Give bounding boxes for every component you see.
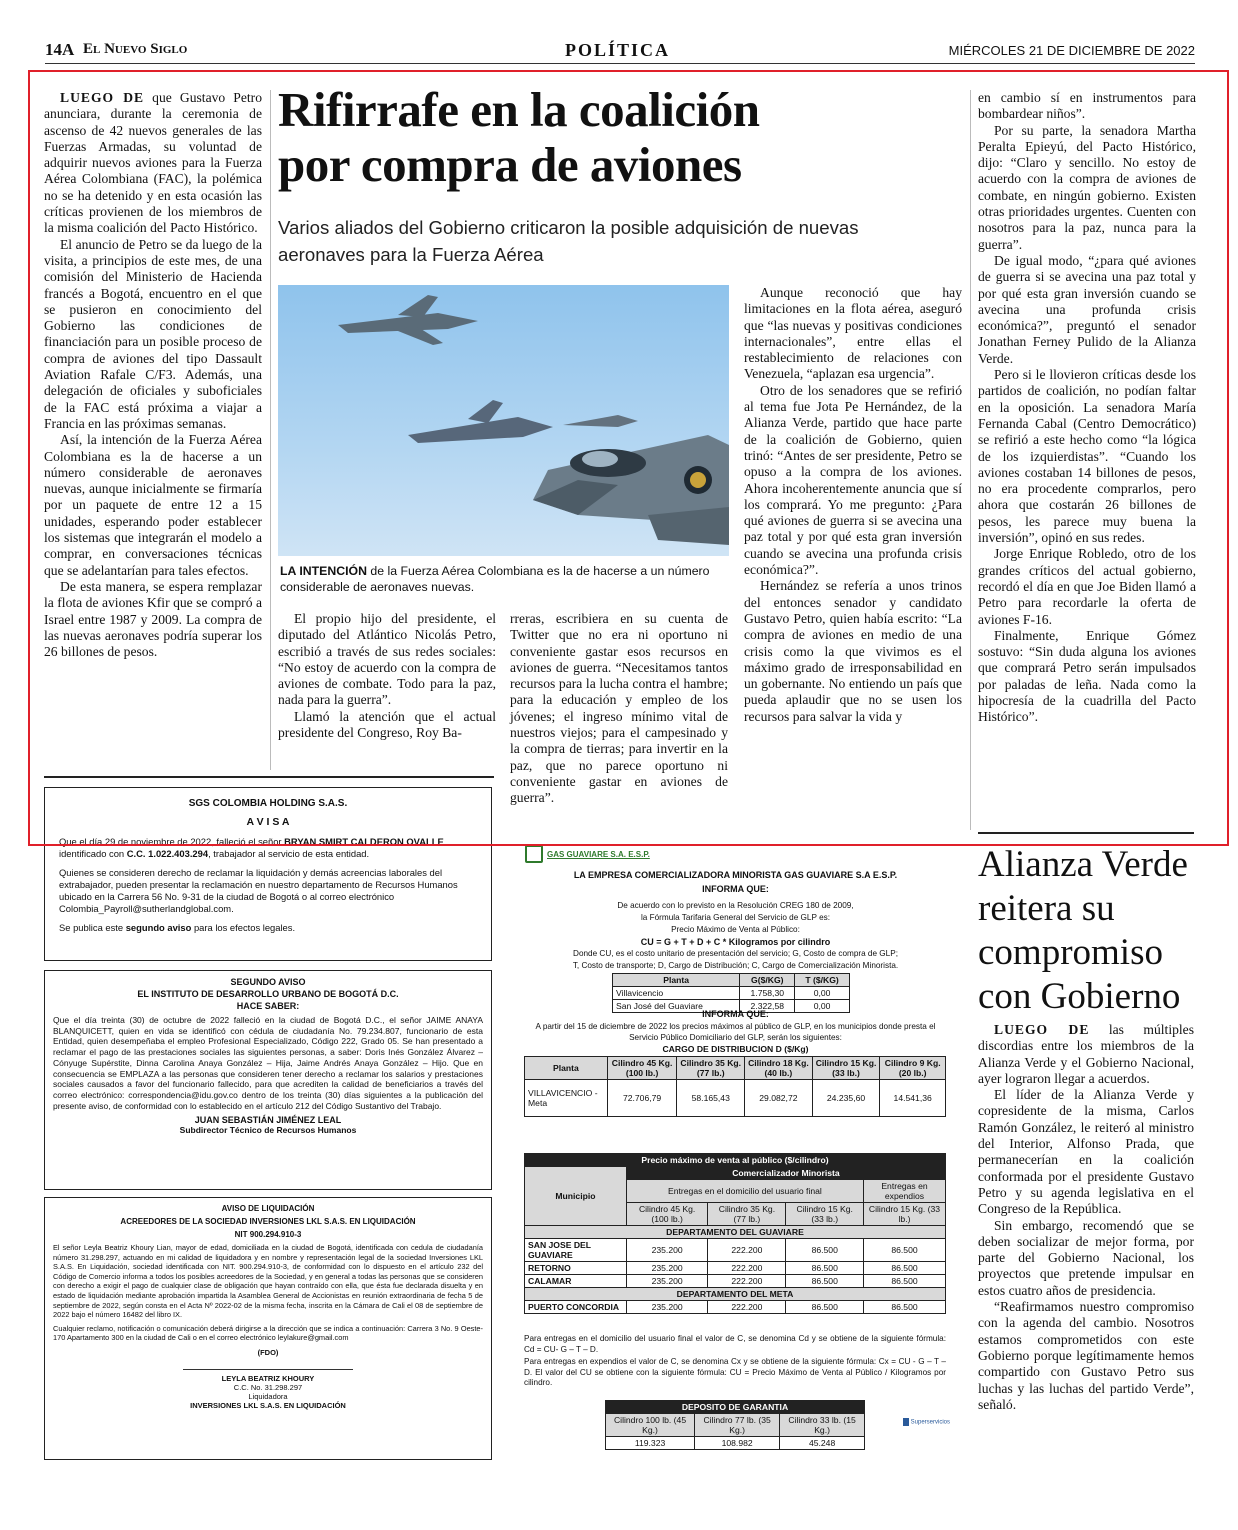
ad-idu-signer-title: Subdirector Técnico de Recursos Humanos — [179, 1125, 357, 1136]
table-cell: Cilindro 45 Kg. (100 lb.) — [607, 1057, 677, 1080]
table-cell: Cilindro 45 Kg. (100 lb.) — [626, 1203, 708, 1226]
ad-lkl-notice — [44, 1197, 492, 1460]
table-cell: RETORNO — [525, 1262, 627, 1275]
gas-table-precio — [524, 1153, 946, 1314]
lead-in: LUEGO DE — [994, 1022, 1090, 1037]
fighter-jets-illustration — [278, 285, 729, 556]
ad-lkl-line1: AVISO DE LIQUIDACIÓN — [221, 1204, 315, 1213]
caption-text: de la Fuerza Aérea Colombiana es la de hacerse a un número considerable de aeronaves nuevas. — [280, 564, 710, 594]
table-cell: 24.235,60 — [812, 1080, 880, 1117]
ad-sgs-heading: A V I S A — [246, 816, 290, 828]
article-photo — [278, 285, 729, 556]
table-row — [525, 1057, 946, 1080]
table-cell: 86.500 — [786, 1239, 864, 1262]
publication-name: El Nuevo Siglo — [83, 41, 188, 57]
ad-idu-line3: HACE SABER: — [236, 1001, 300, 1011]
table-cell: 86.500 — [786, 1301, 864, 1314]
ad-idu-body: Que el día treinta (30) de octubre de 2022 falleció en la ciudad de Bogotá D.C., el señor JAIME ANAYA BLANQUICETT, quien en vida se identificó con cédula de ciudadanía No. 79.234.807, funcionario de esta Entidad, quien desempeñaba el empleo Profesional Especializado, Código 222, Grado 05. Se han presentado a reclamar el pago de las prestaciones sociales las siguientes personas, a saber: Doris Inés González Álvarez – Cónyuge Supérstite, Dinna Carolina Anaya González – Hija, Jaime Andrés Anaya González – Hijo. Que en consecuencia se EMPLAZA a las personas que consideren tener derecho a reclamar los salarios y prestaciones sociales causados a favor del funcionario fallecido, para que acrediten la calidad de beneficiarios a través del correo electrónico: correspondencia@idu.gov.co dentro de los treinta (30) días siguientes a la publicación del presente aviso, de conformidad con lo establecido en el artículo 212 del Código Sustantivo del Trabajo. — [53, 1015, 483, 1111]
article-paragraph: Hernández se refería a unos trinos del entonces senador y candidato Gustavo Petro, quien había escrito: “La compra de aviones en medio de una crisis como la que vivimos es el máximo grado de irresponsabilidad en un gobernante. No entiendo un país que pueda aplaudir que no se usen los recursos para salvar la vida y — [744, 578, 962, 724]
table-cell: 222.200 — [708, 1239, 786, 1262]
article-paragraph: El líder de la Alianza Verde y copresidente de la misma, Carlos Ramón González, le reiteró al ministro del Interior, Alfonso Prada, que permanecerían en la coalición conformada por el presidente Gustavo Petro y su agenda legislativa en el Congreso de la República. — [978, 1087, 1194, 1217]
table-cell: Comercializador Minorista — [626, 1167, 945, 1180]
ad-gas-guaviare — [511, 843, 960, 1460]
table-cell: VILLAVICENCIO - Meta — [525, 1080, 608, 1117]
table-cell: DEPARTAMENTO DEL GUAVIARE — [525, 1226, 946, 1239]
table-row — [525, 1301, 946, 1314]
article-paragraph: en cambio sí en instrumentos para bombardear niños”. — [978, 90, 1196, 122]
table-cell: DEPOSITO DE GARANTIA — [606, 1401, 865, 1414]
article-paragraph: Finalmente, Enrique Gómez sostuvo: “Sin duda alguna los aviones que comprará Petro serán impulsados por paladas de leña. Nada como la hipocresía de la cuadrilla del Pacto Histórico”. — [978, 627, 1196, 725]
table-cell: 2.322,58 — [740, 1000, 795, 1013]
page-header — [45, 38, 1195, 64]
table-cell: 86.500 — [863, 1262, 945, 1275]
table-cell: 222.200 — [708, 1275, 786, 1288]
table-cell: PUERTO CONCORDIA — [525, 1301, 627, 1314]
ad-lkl-sign1: LEYLA BEATRIZ KHOURY — [221, 1373, 315, 1383]
table-cell: 119.323 — [606, 1437, 695, 1450]
table-cell: 235.200 — [626, 1275, 708, 1288]
table-cell: 58.165,43 — [677, 1080, 745, 1117]
article-paragraph: Llamó la atención que el actual presidente del Congreso, Roy Ba- — [278, 708, 496, 741]
gas-informa2: INFORMA QUE: — [702, 1009, 769, 1019]
article-column-1 — [44, 90, 262, 660]
ad-lkl-body2: Cualquier reclamo, notificación o comunicación deberá dirigirse a la dirección que se indica a continuación: Carrera 3 No. 9 Oeste-170 Apartamento 300 en la ciudad de Cali o en el correo electrónico leylakure@gmail.com — [53, 1323, 483, 1343]
table-row — [525, 1167, 946, 1180]
table-cell: Cilindro 18 Kg. (40 lb.) — [745, 1057, 813, 1080]
supersalud-icon — [903, 1418, 909, 1426]
article-column-4 — [744, 285, 962, 725]
table-cell: Planta — [613, 974, 740, 987]
ad-lkl-line2: ACREEDORES DE LA SOCIEDAD INVERSIONES LKL S.A.S. EN LIQUIDACIÓN — [120, 1217, 416, 1226]
article-paragraph: Sin embargo, recomendó que se deben socializar de mejor forma, por parte del Gobierno Nacional, los proyectos que pretende impulsar en estos cuatro años de presidencia. — [978, 1217, 1194, 1298]
table-cell: 86.500 — [786, 1275, 864, 1288]
section-rule — [978, 832, 1194, 834]
side-article-body — [978, 1022, 1194, 1413]
table-cell: DEPARTAMENTO DEL META — [525, 1288, 946, 1301]
table-cell: G($/KG) — [740, 974, 795, 987]
article-paragraph: El anuncio de Petro se da luego de la visita, a principios de este mes, de una comisión del Ministerio de Hacienda francés a Bogotá, encuentro en el que se pusieron en conocimiento del Gobierno las condiciones de financiación para un posible proceso de compra de aviones del tipo Dassault Aviation Rafale C/F3. Además, una delegación de oficiales y suboficiales de la FAC está próxima a viajar a Francia en las próximas semanas. — [44, 236, 262, 431]
header-rule — [45, 63, 1195, 64]
column-rule — [970, 90, 971, 830]
table-cell: 0,00 — [795, 987, 850, 1000]
ad-lkl-line3: NIT 900.294.910-3 — [234, 1230, 302, 1239]
article-paragraph: De esta manera, se espera remplazar la flota de aviones Kfir que se compró a Israel entre 1987 y 2009. La compra de las nuevas aeronaves podría superar los 26 billones de pesos. — [44, 578, 262, 660]
table-cell: 235.200 — [626, 1239, 708, 1262]
table-row — [606, 1401, 865, 1414]
table-cell: Cilindro 15 Kg. (33 lb.) — [812, 1057, 880, 1080]
gas-table-cargo — [524, 1056, 946, 1117]
article-title: Rifirrafe en la coalición por compra de aviones — [278, 82, 760, 192]
article-paragraph: El propio hijo del presidente, el diputado del Atlántico Nicolás Petro, escribió a través de sus redes sociales: “No estoy de acuerdo con la compra de aviones de combate. Todo para la paz, nada para la guerra”. — [278, 611, 496, 708]
ad-idu-signer: JUAN SEBASTIÁN JIMÉNEZ LEAL — [194, 1115, 342, 1126]
table-cell: CALAMAR — [525, 1275, 627, 1288]
page-number: 14A — [45, 40, 75, 59]
table-cell: Municipio — [525, 1167, 627, 1226]
ad-lkl-sign3: Liquidadora — [248, 1391, 288, 1401]
table-cell: 86.500 — [786, 1262, 864, 1275]
table-cell: Villavicencio — [613, 987, 740, 1000]
table-row — [613, 974, 850, 987]
table-cell: Cilindro 15 Kg. (33 lb.) — [786, 1203, 864, 1226]
article-paragraph: Jorge Enrique Robledo, otro de los grandes críticos del actual gobierno, recordó el día en que Joe Biden llamó a Petro para recordarle la oferta de aviones F-16. — [978, 546, 1196, 627]
table-cell: T ($/KG) — [795, 974, 850, 987]
article-column-2 — [278, 611, 496, 741]
ad-lkl-body1: El señor Leyla Beatriz Khoury Lian, mayor de edad, domiciliada en la ciudad de Bogotá, identificada con cedula de ciudadanía número 31.298.297, actuando en mi calidad de liquidadora y en nombre y representación legal de la sociedad Inversiones LKL S.A.S. En Liquidación, sociedad identificada con NIT. 900.294.910-3, de conformidad con lo dispuesto en el artículo 232 del Código de Comercio informa a todos los posibles acreedores de la Sociedad, y en general a todas las personas que se consideren con derecho a exigir el pago de cualquier clase de obligación que hayan contraído con ella, que ésta fue declarada disuelta y en estado de liquidación mediante aprobación impartida la Asamblea General de Accionistas en reunión extraordinaria de fecha 5 de septiembre de 2022, según consta en el Acta Nº 2022-02 de la misma fecha, inscrita en la Cámara de Cali el 08 de septiembre de 2022 bajo el número 16482 del libro IX. — [53, 1243, 483, 1320]
ad-idu-line2: EL INSTITUTO DE DESARROLLO URBANO DE BOGOTÁ D.C. — [137, 989, 399, 999]
gas-table-planta — [612, 973, 850, 1013]
table-cell: Cilindro 33 lb. (15 Kg.) — [780, 1414, 865, 1437]
article-paragraph: Por su parte, la senadora Martha Peralta Epieyú, del Pacto Histórico, dijo: “Claro y sencillo. No estoy de acuerdo con la compra de aviones de combate, en ningún gobierno. Existen otras prioridades urgentes. Cuenten con nosotros para la paz, nunca para la guerra”. — [978, 122, 1196, 252]
page-date: MIÉRCOLES 21 DE DICIEMBRE DE 2022 — [948, 43, 1195, 58]
article-paragraph: LUEGO DE que Gustavo Petro anunciara, durante la ceremonia de ascenso de 42 nuevos generales de las Fuerzas Armadas, su voluntad de adquirir nuevos aviones para la Fuerza Aérea Colombiana (FAC), la polémica no se ha detenido y en esta ocasión las críticas provienen de los miembros de la misma coalición del Pacto Histórico. — [44, 90, 262, 236]
article-column-3 — [510, 611, 728, 807]
table-cell: Cilindro 35 Kg. (77 lb.) — [708, 1203, 786, 1226]
gas-title: LA EMPRESA COMERCIALIZADORA MINORISTA GAS GUAVIARE S.A E.S.P. — [573, 870, 898, 880]
article-paragraph: Aunque reconoció que hay limitaciones en la flota aérea, aseguró que “las nuevas y positivas condiciones internacionales”, entre ellas el restablecimiento de relaciones con Venezuela, “aplazan esa urgencia”. — [744, 285, 962, 382]
table-cell: 108.982 — [695, 1437, 780, 1450]
table-cell: 0,00 — [795, 1000, 850, 1013]
ad-sgs-notice — [44, 787, 492, 961]
table-cell: Precio máximo de venta al público ($/cilindro) — [525, 1154, 946, 1167]
article-paragraph: rreras, escribiera en su cuenta de Twitter que no era ni oportuno ni conveniente gastar esos recursos en aviones de guerra. “Necesitamos tantos recursos para la lucha contra el hambre; para la educación y empleo de los jóvenes; el ingreso mínimo vital de nuestros viejos; para el campesinado y la compra de tierras; para invertir en la paz, que no parece oportuno ni conveniente gastar en aviones de guerra”. — [510, 611, 728, 806]
table-cell: Cilindro 35 Kg. (77 lb.) — [677, 1057, 745, 1080]
lead-in: LUEGO DE — [60, 90, 145, 105]
ad-idu-notice — [44, 970, 492, 1190]
table-cell: Cilindro 9 Kg. (20 lb.) — [880, 1057, 946, 1080]
table-row — [525, 1080, 946, 1117]
gas-informa: INFORMA QUE: — [702, 884, 769, 894]
gas-informa2-text: A partir del 15 de diciembre de 2022 los precios máximos al público de GLP, en los municipios donde presta el Servicio Público Domiciliario del GLP, serán los siguientes: — [535, 1022, 936, 1042]
article-paragraph: Así, la intención de la Fuerza Aérea Colombiana es la de hacerse a un número considerable de aeronaves nuevas, aunque inicialmente se firmaría por un paquete de entre 12 a 15 unidades, esperando poder establecer los sistemas que integrarán el modelo a comprar, en conversaciones técnicas que se adelantarían para tales efectos. — [44, 432, 262, 578]
table-cell: Entregas en expendios — [863, 1180, 945, 1203]
table-cell: 1.758,30 — [740, 987, 795, 1000]
ad-sgs-body: Que el día 29 de noviembre de 2022, falleció el señor BRYAN SMIRT CALDERON OVALLE identificado con C.C. 1.022.403.294, trabajador al servicio de esta entidad. Quienes se consideren derecho de reclamar la liquidación y demás acreencias laborales del extrabajador, pueden presentar la reclamación en nuestro departamento de Recursos Humanos ubicado en la Carrera 56 No. 9-31 de la ciudad de Bogotá o al correo electrónico Colombia_Payroll@sutherlandglobal.com. Se publica este segundo aviso para los efectos legales. — [59, 836, 458, 933]
table-cell: 235.200 — [626, 1262, 708, 1275]
gas-intro: De acuerdo con lo previsto en la Resolución CREG 180 de 2009, la Fórmula Tarifaria General del Servicio de GLP es: Precio Máximo de Venta al Público: CU = G + T + D + C * Kilogramos por cilindro Donde CU, es el costo unitario de presentación del servicio; G, Costo de compra de GLP; T, Costo de transporte; D, Cargo de Distribución; C, Cargo de Comercialización Minorista. — [572, 901, 899, 970]
table-cell: 86.500 — [863, 1239, 945, 1262]
table-cell: 45.248 — [780, 1437, 865, 1450]
section-name: POLÍTICA — [565, 40, 671, 60]
article-paragraph: LUEGO DE las múltiples discordias entre los miembros de la Alianza Verde y el Gobierno Nacional, ayer lograron llegar a acuerdos. — [978, 1022, 1194, 1086]
article-column-5 — [978, 90, 1196, 726]
table-cell: 29.082,72 — [745, 1080, 813, 1117]
table-row — [525, 1275, 946, 1288]
table-cell: 14.541,36 — [880, 1080, 946, 1117]
ad-lkl-sign2: C.C. No. 31.298.297 — [233, 1382, 303, 1392]
table-cell: Cilindro 15 Kg. (33 lb.) — [863, 1203, 945, 1226]
table-cell: 86.500 — [863, 1275, 945, 1288]
ad-lkl-sign-line — [183, 1369, 353, 1370]
article-paragraph: Pero si le llovieron críticas desde los partidos de coalición, no podían faltar en la oposición. La senadora María Fernanda Cabal (Centro Democrático) se refirió a este hecho como “la lógica de los izquierdistas”. “Cuando los aviones costaban 14 billones de pesos, no era procedente comprarlos, pero ahora que costarán 26 billones de pesos, les parece muy buena la inversión”, opinó en sus redes. — [978, 367, 1196, 546]
table-cell: Planta — [525, 1057, 608, 1080]
table-row — [525, 1154, 946, 1167]
article-paragraph: “Reafirmamos nuestro compromiso con la agenda del cambio. Nosotros estamos comprometidos con este Gobierno porque legítimamente hemos compartido con Gustavo Petro sus luchas y las luchas del partido Verde”, señaló. — [978, 1299, 1194, 1412]
table-row — [525, 1239, 946, 1262]
article-paragraph: De igual modo, “¿para qué aviones de guerra si se avecina una paz total y por qué esta gran inversión cuando se avecina una profunda crisis económica?”, preguntó el senador Jonathan Ferney Pulido de la Alianza Verde. — [978, 252, 1196, 366]
table-row — [525, 1226, 946, 1239]
table-row — [613, 987, 850, 1000]
table-cell: Cilindro 77 lb. (35 Kg.) — [695, 1414, 780, 1437]
table-cell: Cilindro 100 lb. (45 Kg.) — [606, 1414, 695, 1437]
table-row — [606, 1414, 865, 1437]
gas-logo-icon — [525, 845, 543, 863]
table-cell: 222.200 — [708, 1301, 786, 1314]
table-row — [606, 1437, 865, 1450]
table-cell: 222.200 — [708, 1262, 786, 1275]
table-cell: Entregas en el domicilio del usuario final — [626, 1180, 863, 1203]
ad-lkl-sign4: INVERSIONES LKL S.A.S. EN LIQUIDACIÓN — [190, 1400, 346, 1410]
side-article-title: Alianza Verde reitera su compromiso con Gobierno — [978, 844, 1188, 1017]
gas-logo: GAS GUAVIARE S.A. E.S.P. — [525, 845, 650, 863]
caption-lead: LA INTENCIÓN — [280, 564, 367, 578]
article-subtitle: Varios aliados del Gobierno criticaron la posible adquisición de nuevas aeronaves para la Fuerza Aérea — [278, 217, 859, 265]
gas-table-deposito — [605, 1400, 865, 1450]
gas-cargo-title: CARGO DE DISTRIBUCION D ($/Kg) — [662, 1044, 809, 1054]
table-cell: SAN JOSE DEL GUAVIARE — [525, 1239, 627, 1262]
table-cell: 86.500 — [863, 1301, 945, 1314]
ad-lkl-fdo: (FDO) — [257, 1347, 279, 1357]
photo-caption — [280, 563, 730, 595]
supersalud-logo: Superservicios — [903, 1418, 950, 1426]
ad-idu-line1: SEGUNDO AVISO — [230, 977, 306, 987]
table-row — [525, 1288, 946, 1301]
table-cell: San José del Guaviare — [613, 1000, 740, 1013]
table-row — [525, 1262, 946, 1275]
column-rule — [270, 90, 271, 770]
article-paragraph: Otro de los senadores que se refirió al tema fue Jota Pe Hernández, de la Alianza Verde, partido que hace parte de la coalición de Gobierno, quien trinó: “Antes de ser presidente, Petro se opuso a la compra de los aviones. Ahora incoherentemente anuncia que sí los comprará. Yo me pregunto: ¿Para qué aviones de guerra si se avecina una paz total y por qué esta gran inversión cuando se avecina una profunda crisis económica?”. — [744, 382, 962, 578]
ad-sgs-company: SGS COLOMBIA HOLDING S.A.S. — [188, 798, 348, 809]
table-cell: 235.200 — [626, 1301, 708, 1314]
table-cell: 72.706,79 — [607, 1080, 677, 1117]
gas-notes: Para entregas en el domicilio del usuario final el valor de C, se denomina Cd y se obtiene de la siguiente fórmula: Cd = CU- G – T – D. Para entregas en expendios el valor de C, se denomina Cx y se obtiene de la siguiente fórmula: Cx = CU - G – T – D. El valor del CU se obtiene con la siguiente fórmula: CU = Precio Máximo de Venta al Público / Kilogramos por cilindro. — [524, 1334, 946, 1387]
section-rule — [44, 776, 494, 778]
